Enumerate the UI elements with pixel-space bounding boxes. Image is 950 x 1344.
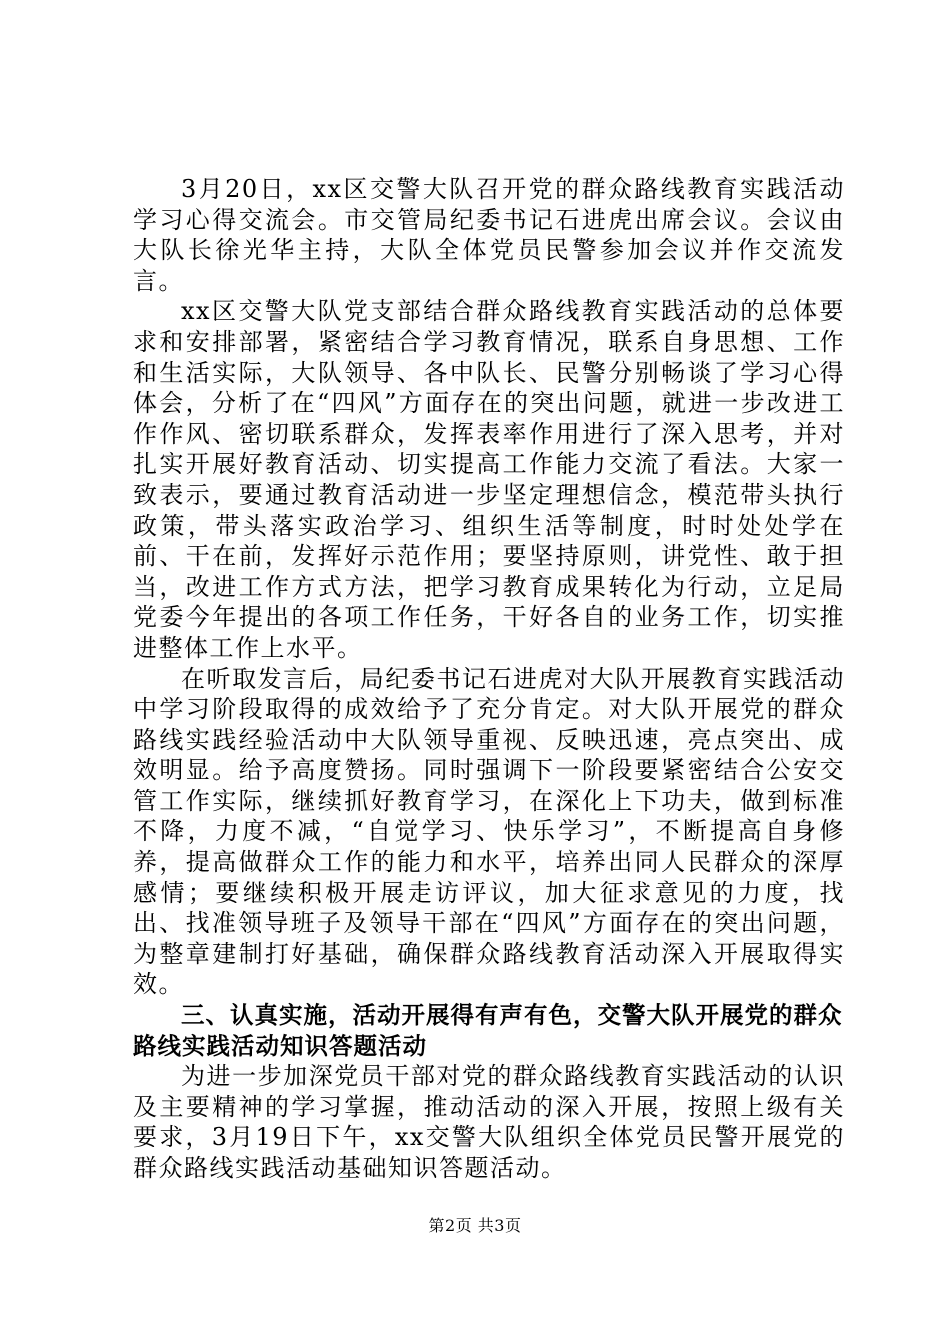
document-body <box>133 174 845 1184</box>
section-heading-three: 三、认真实施，活动开展得有声有色，交警大队开展党的群众路线实践活动知识答题活动 <box>133 1001 843 1060</box>
paragraph-evaluation: 在听取发言后，局纪委书记石进虎对大队开展教育实践活动中学习阶段取得的成效给予了充分肯定。对大队开展党的群众路线实践经验活动中大队领导重视、反映迅速，亮点突出、成效明显。给予高度赞扬。同时强调下一阶段要紧密结合公安交管工作实际，继续抓好教育学习，在深化上下功夫，做到标准不降，力度不减，“自觉学习、快乐学习”，不断提高自身修养，提高做群众工作的能力和水平，培养出同人民群众的深厚感情；要继续积极开展走访评议，加大征求意见的力度，找出、找准领导班子及领导干部在“四风”方面存在的突出问题，为整章建制打好基础，确保群众路线教育活动深入开展取得实效。 <box>133 664 845 999</box>
paragraph-discussion: xx区交警大队党支部结合群众路线教育实践活动的总体要求和安排部署，紧密结合学习教育情况，联系自身思想、工作和生活实际，大队领导、各中队长、民警分别畅谈了学习心得体会，分析了在“四风”方面存在的突出问题，就进一步改进工作作风、密切联系群众，发挥表率作用进行了深入思考，并对扎实开展好教育活动、切实提高工作能力交流了看法。大家一致表示，要通过教育活动进一步坚定理想信念，模范带头执行政策，带头落实政治学习、组织生活等制度，时时处处学在前、干在前，发挥好示范作用；要坚持原则，讲党性、敢于担当，改进工作方式方法，把学习教育成果转化为行动，立足局党委今年提出的各项工作任务，干好各自的业务工作，切实推进整体工作上水平。 <box>133 297 845 662</box>
paragraph-quiz-activity: 为进一步加深党员干部对党的群众路线教育实践活动的认识及主要精神的学习掌握，推动活动的深入开展，按照上级有关要求，3月19日下午，xx交警大队组织全体党员民警开展党的群众路线实践活动基础知识答题活动。 <box>133 1062 845 1182</box>
page-footer: 第2页 共3页 <box>428 1216 522 1235</box>
paragraph-meeting-intro: 3月20日，xx区交警大队召开党的群众路线教育实践活动学习心得交流会。市交管局纪委书记石进虎出席会议。会议由大队长徐光华主持，大队全体党员民警参加会议并作交流发言。 <box>133 175 845 295</box>
